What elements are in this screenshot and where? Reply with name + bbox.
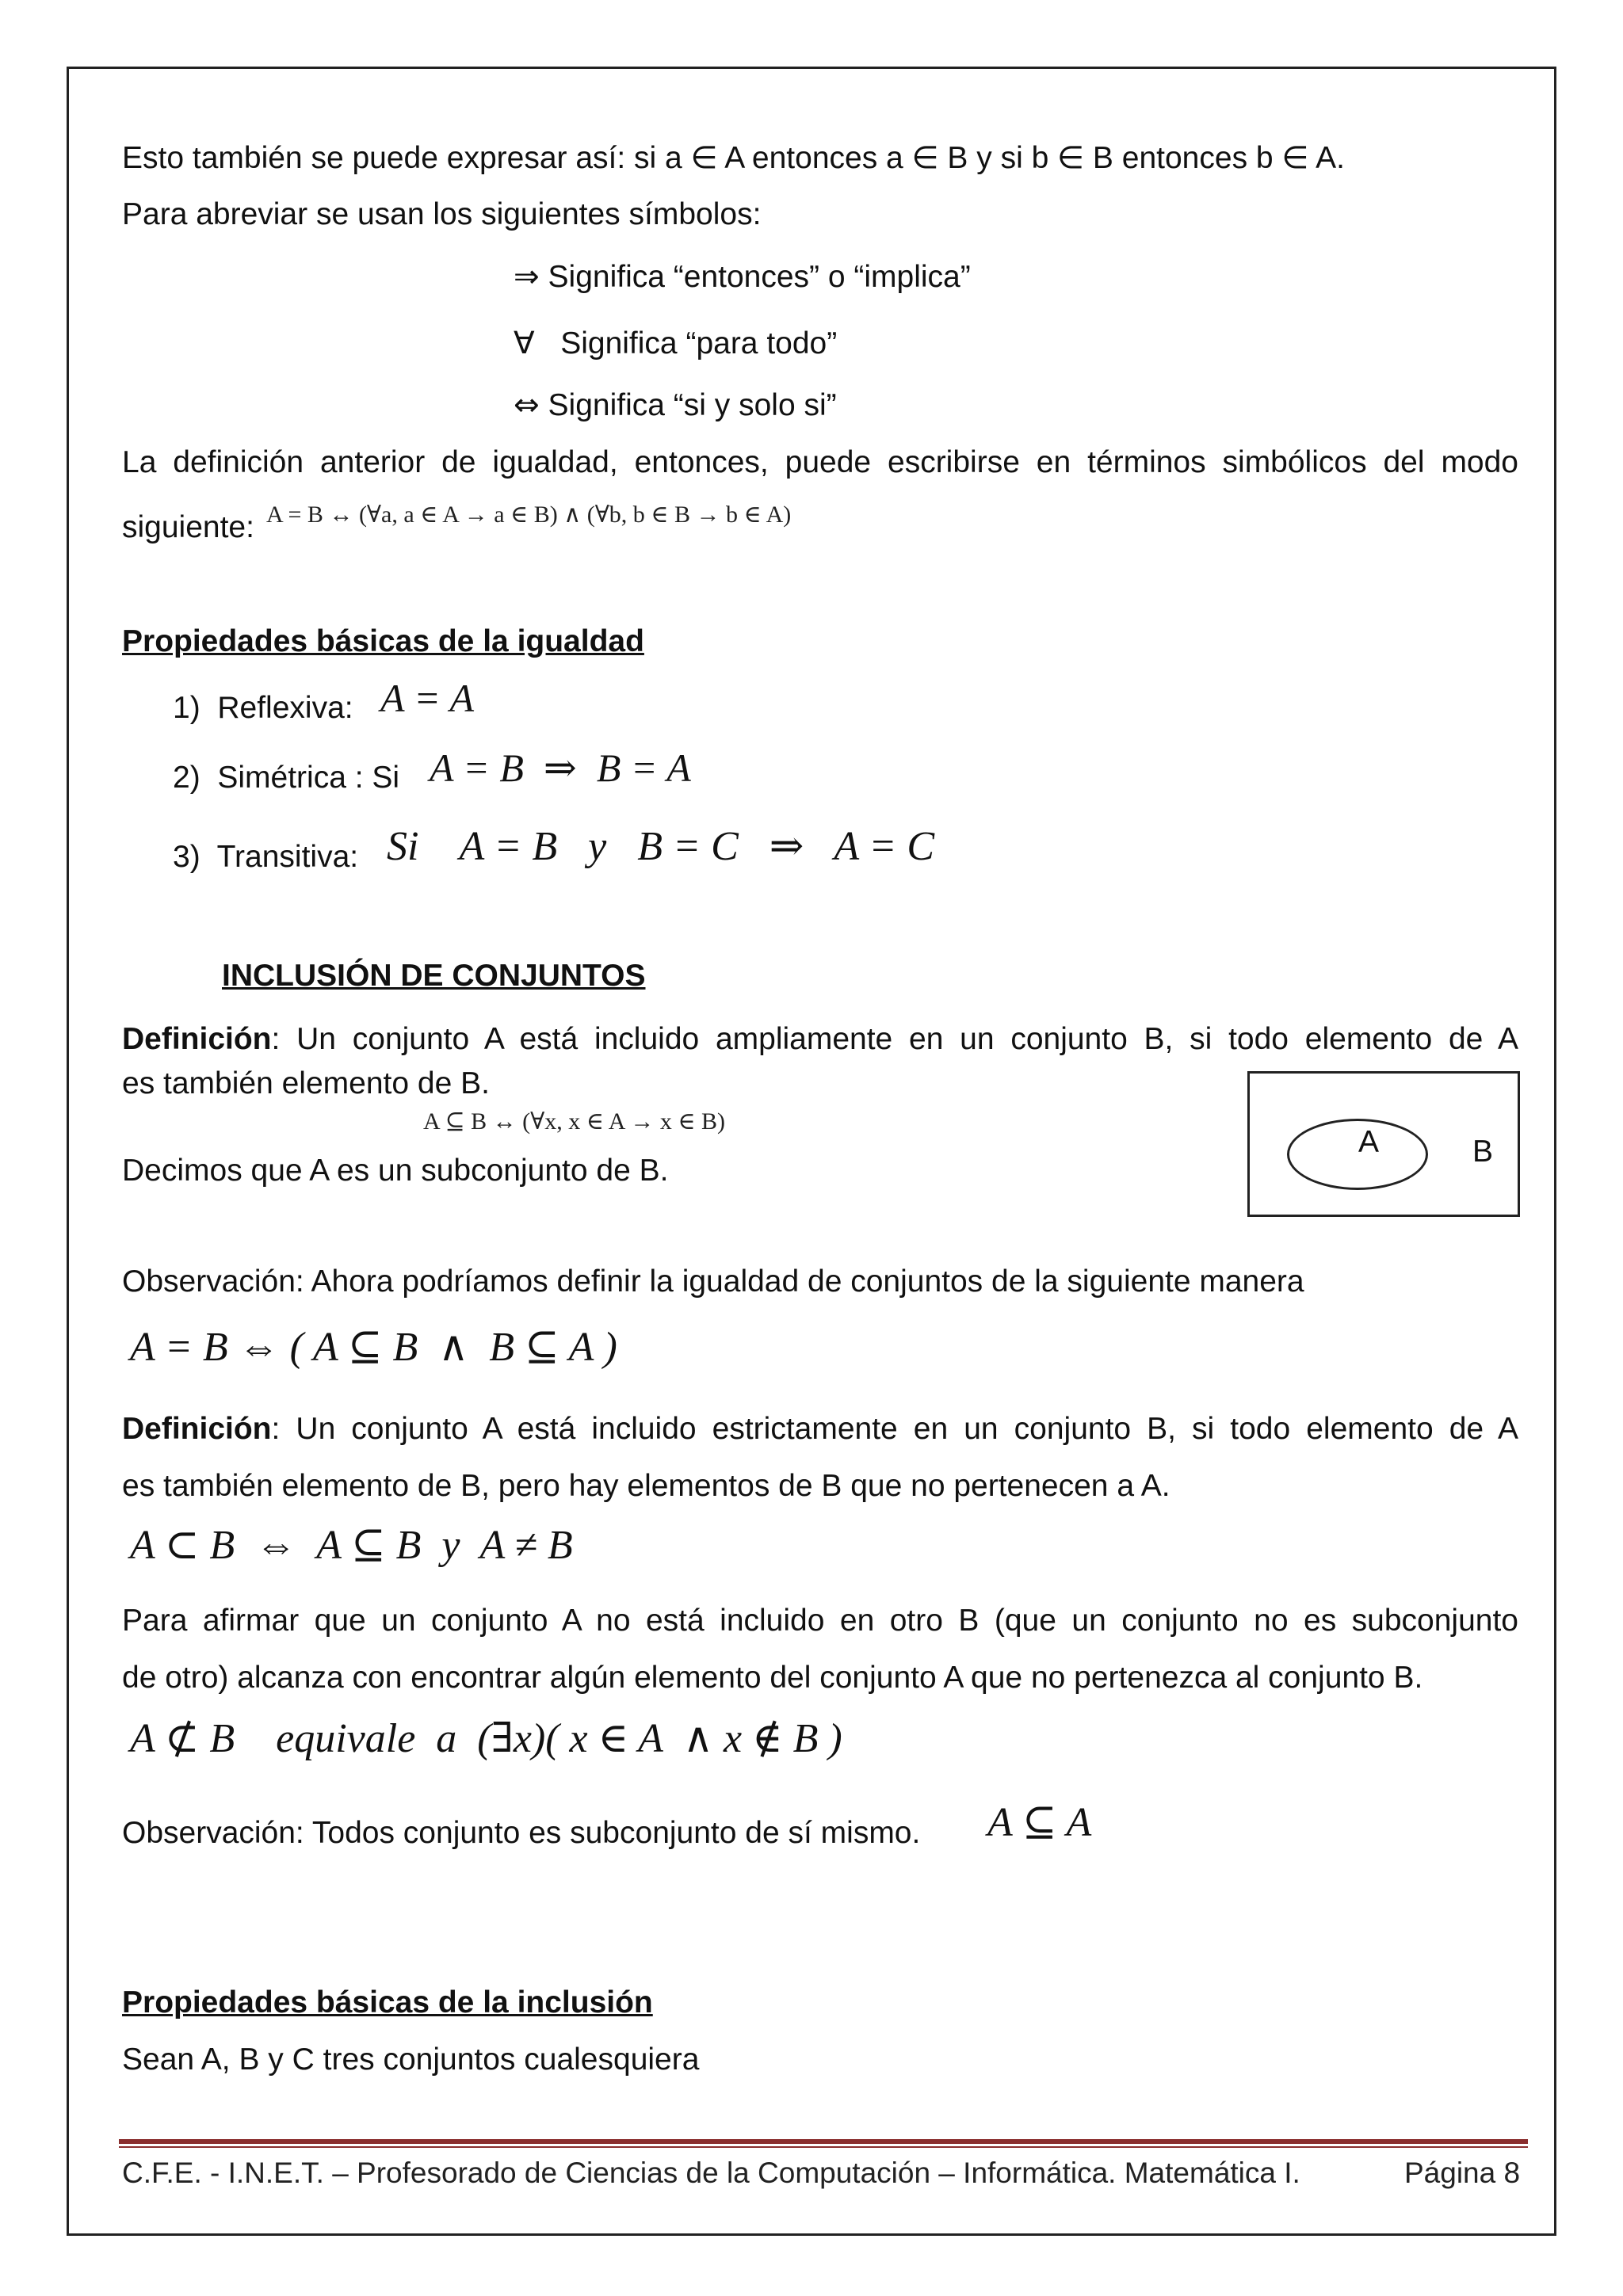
definition-label: Definición (122, 1022, 272, 1056)
paragraph-membership (122, 139, 1345, 178)
footer-rule-thin (119, 2146, 1528, 2148)
equality-formula: A = B ↔ (∀a, a ∈ A → a ∈ B) ∧ (∀b, b ∈ B → b ∈ A) (266, 502, 792, 528)
item-number: 1) (173, 691, 200, 725)
transitive-formula: Si A = B y B = C ⇒ A = C (387, 824, 935, 869)
footer-page-number: Página 8 (1404, 2157, 1521, 2189)
text-run: B y si b (938, 141, 1058, 175)
observation-self-subset: Observación: Todos conjunto es subconjunto de sí mismo. (122, 1816, 921, 1850)
heading-inclusion-properties: Propiedades básicas de la inclusión (122, 1985, 653, 2019)
text-run: Esto también se puede expresar así: si a (122, 141, 691, 175)
heading-equality-properties: Propiedades básicas de la igualdad (122, 624, 644, 658)
element-of-symbol: ∈ (690, 140, 718, 176)
venn-label-a: A (1358, 1125, 1380, 1159)
item-label: Reflexiva: (217, 691, 353, 725)
heading-inclusion: INCLUSIÓN DE CONJUNTOS (222, 959, 646, 993)
subset-statement: Decimos que A es un subconjunto de B. (122, 1154, 669, 1188)
strict-inclusion-formula: A ⊂ B ⇔ A ⊆ B y A ≠ B (130, 1523, 573, 1568)
not-included-formula: A ⊄ B equivale a (∃x)( x ∈ A ∧ x ∉ B ) (130, 1716, 842, 1761)
text-run: A. (1308, 141, 1345, 175)
paragraph-equality-definition-line2: siguiente: (122, 510, 254, 544)
inclusion-properties-intro: Sean A, B y C tres conjuntos cualesquiera (122, 2042, 700, 2077)
equality-item-transitive (173, 838, 358, 877)
element-of-symbol: ∈ (1057, 140, 1085, 176)
text-run: B entonces b (1084, 141, 1282, 175)
paragraph-symbols-intro: Para abreviar se usan los siguientes símbolos: (122, 197, 762, 231)
symmetric-formula: A = B ⇒ B = A (430, 746, 691, 790)
text-run: : Un conjunto A está incluido estrictamente en un conjunto B, si todo elemento de A (271, 1412, 1518, 1446)
element-of-symbol: ∈ (1281, 140, 1309, 176)
symbol-meaning: Significa “entonces” o “implica” (548, 260, 971, 294)
definition-label: Definición (122, 1412, 272, 1446)
element-of-symbol: ∈ (911, 140, 939, 176)
definition-inclusion-line2: es también elemento de B. (122, 1066, 490, 1100)
item-number: 3) (173, 840, 200, 874)
reflexive-formula: A = A (380, 676, 475, 720)
paragraph-equality-definition: La definición anterior de igualdad, entonces, puede escribirse en términos simbólicos del modo (122, 445, 1518, 479)
item-number: 2) (173, 761, 200, 795)
implies-icon: ⇒ (514, 259, 540, 295)
self-subset-formula: A ⊆ A (987, 1800, 1092, 1845)
text-run: A entonces a (717, 141, 912, 175)
footer-rule (119, 2139, 1528, 2144)
venn-label-b: B (1472, 1135, 1494, 1169)
definition-strict-inclusion-line2: es también elemento de B, pero hay elementos de B que no pertenecen a A. (122, 1469, 1170, 1503)
definition-strict-inclusion-line1 (122, 1410, 1518, 1449)
definition-inclusion-line1 (122, 1020, 1518, 1059)
symbol-implies-row (514, 258, 971, 297)
equality-item-reflexive (173, 689, 353, 728)
forall-icon: ∀ (514, 326, 535, 361)
inclusion-formula: A ⊆ B ↔ (∀x, x ∈ A → x ∈ B) (423, 1108, 726, 1135)
symbol-iff-row (514, 387, 837, 425)
paragraph-not-included-line1: Para afirmar que un conjunto A no está incluido en otro B (que un conjunto no es subconjunto (122, 1604, 1518, 1638)
item-label: Transitiva: (216, 840, 359, 874)
symbol-meaning: Significa “si y solo si” (548, 388, 837, 422)
paragraph-not-included-line2: de otro) alcanza con encontrar algún elemento del conjunto A que no pertenezca al conjunto B. (122, 1661, 1423, 1695)
symbol-forall-row (514, 325, 837, 364)
iff-icon: ⇔ (514, 387, 540, 423)
text-run: : Un conjunto A está incluido ampliamente en un conjunto B, si todo elemento de A (271, 1022, 1518, 1056)
symbol-meaning: Significa “para todo” (560, 326, 838, 360)
item-label: Simétrica : Si (217, 761, 400, 795)
footer-course: C.F.E. - I.N.E.T. – Profesorado de Ciencias de la Computación – Informática. Matemática I. (122, 2157, 1300, 2189)
equality-item-symmetric (173, 759, 399, 798)
observation-equality: Observación: Ahora podríamos definir la igualdad de conjuntos de la siguiente manera (122, 1264, 1304, 1299)
equality-by-inclusion-formula: A = B ⇔ ( A ⊆ B ∧ B ⊆ A ) (130, 1325, 617, 1370)
venn-set-a-ellipse (1287, 1119, 1428, 1190)
